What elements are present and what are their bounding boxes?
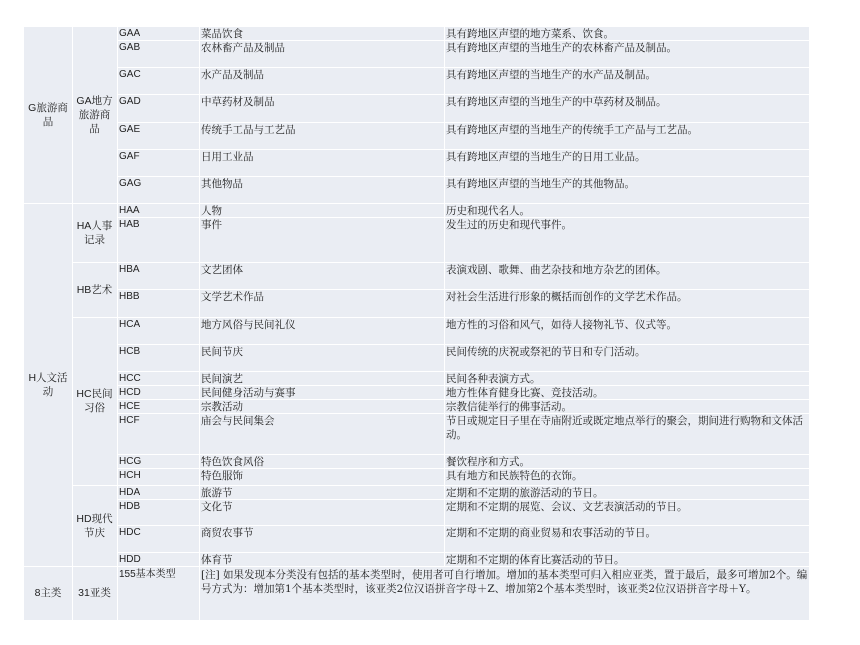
type-code: HCA bbox=[119, 319, 141, 330]
type-description: 定期和不定期的展览、会议、文艺表演活动的节日。 bbox=[446, 501, 688, 513]
main-type-cell: H人文活动 bbox=[28, 371, 68, 398]
type-code: HDB bbox=[119, 501, 141, 512]
classification-table bbox=[24, 27, 809, 620]
type-name: 人物 bbox=[201, 205, 222, 217]
type-name: 传统手工品与工艺品 bbox=[201, 124, 296, 136]
type-name: 水产品及制品 bbox=[201, 69, 264, 81]
type-name: 事件 bbox=[201, 219, 222, 231]
type-code: HCD bbox=[119, 387, 141, 398]
type-code: HCB bbox=[119, 346, 141, 357]
type-code: GAG bbox=[119, 178, 142, 189]
type-code: GAE bbox=[119, 124, 141, 135]
type-name: 文学艺术作品 bbox=[201, 291, 264, 303]
type-description: 民间传统的庆祝或祭祀的节日和专门活动。 bbox=[446, 346, 646, 358]
type-name: 农林畜产品及制品 bbox=[201, 42, 285, 54]
type-code: HAB bbox=[119, 219, 140, 230]
type-description: 地方性的习俗和风气，如待人接物礼节、仪式等。 bbox=[446, 319, 677, 331]
type-name: 中草药材及制品 bbox=[201, 96, 275, 108]
type-name: 菜品饮食 bbox=[201, 28, 243, 40]
type-description: 宗教信徒举行的佛事活动。 bbox=[446, 401, 572, 413]
type-code: HCG bbox=[119, 456, 142, 467]
type-name: 地方风俗与民间礼仪 bbox=[201, 319, 296, 331]
type-description: 具有跨地区声望的当地生产的水产品及制品。 bbox=[446, 69, 656, 81]
type-name: 其他物品 bbox=[201, 178, 243, 190]
type-name: 体育节 bbox=[201, 554, 233, 566]
type-description: 历史和现代名人。 bbox=[446, 205, 530, 217]
main-type-cell: 8主类 bbox=[34, 587, 62, 599]
type-description: 地方性体育健身比赛、竞技活动。 bbox=[446, 387, 604, 399]
sub-type-cell: HC民间习俗 bbox=[76, 388, 113, 414]
type-name: 旅游节 bbox=[201, 487, 233, 499]
type-name: 民间演艺 bbox=[201, 373, 243, 385]
type-code: HCH bbox=[119, 470, 141, 481]
type-name: 民间健身活动与赛事 bbox=[201, 387, 296, 399]
type-description: 具有跨地区声望的地方菜系、饮食。 bbox=[446, 28, 614, 40]
type-description: 具有跨地区声望的当地生产的农林畜产品及制品。 bbox=[446, 42, 677, 54]
type-description: 民间各种表演方式。 bbox=[446, 373, 541, 385]
type-code: HBA bbox=[119, 264, 140, 275]
type-code: GAA bbox=[119, 28, 141, 39]
type-name: 文艺团体 bbox=[201, 264, 243, 276]
type-description: 具有跨地区声望的当地生产的中草药材及制品。 bbox=[446, 96, 667, 108]
type-code: HDA bbox=[119, 487, 141, 498]
type-code: HBB bbox=[119, 291, 140, 302]
sub-type-cell: GA地方旅游商品 bbox=[76, 95, 113, 135]
type-description: 定期和不定期的旅游活动的节日。 bbox=[446, 487, 604, 499]
type-description: 表演戏剧、歌舞、曲艺杂技和地方杂艺的团体。 bbox=[446, 264, 667, 276]
type-code: HDD bbox=[119, 554, 141, 565]
type-description: 对社会生活进行形象的概括而创作的文学艺术作品。 bbox=[446, 291, 688, 303]
type-name: 庙会与民间集会 bbox=[201, 415, 275, 427]
type-description: 具有跨地区声望的当地生产的日用工业品。 bbox=[446, 151, 646, 163]
type-code: HAA bbox=[119, 205, 140, 216]
type-code: GAD bbox=[119, 96, 141, 107]
type-description: 定期和不定期的体育比赛活动的节日。 bbox=[446, 554, 625, 566]
sub-type-cell: HB艺术 bbox=[76, 283, 113, 296]
sub-type-cell: 31亚类 bbox=[78, 587, 111, 599]
type-code: GAC bbox=[119, 69, 141, 80]
type-code: HCE bbox=[119, 401, 141, 412]
sub-type-cell: HD现代节庆 bbox=[76, 512, 113, 539]
type-description: 具有跨地区声望的当地生产的其他物品。 bbox=[446, 178, 635, 190]
type-name: 民间节庆 bbox=[201, 346, 243, 358]
type-code: GAF bbox=[119, 151, 140, 162]
type-name: 商贸农事节 bbox=[201, 527, 254, 539]
type-code: GAB bbox=[119, 42, 141, 53]
type-name: 日用工业品 bbox=[201, 151, 254, 163]
type-code: HDC bbox=[119, 527, 141, 538]
type-description: 节日或规定日子里在寺庙附近或既定地点举行的聚会，期间进行购物和文体活动。 bbox=[446, 415, 803, 441]
main-type-cell: G旅游商品 bbox=[28, 102, 68, 128]
type-description: 定期和不定期的商业贸易和农事活动的节日。 bbox=[446, 527, 656, 539]
footnote: [注] 如果发现本分类没有包括的基本类型时，使用者可自行增加。增加的基本类型可归入相应亚类，置于最后，最多可增加2个。编号方式为：增加第1个基本类型时，该亚类2位汉语拼音字母＋Z、增加第2个基本类型时，该亚类2位汉语拼音字母＋Y。 bbox=[201, 569, 808, 595]
basic-type-count: 155基本类型 bbox=[119, 569, 176, 580]
type-description: 餐饮程序和方式。 bbox=[446, 456, 530, 468]
type-description: 具有跨地区声望的当地生产的传统手工产品与工艺品。 bbox=[446, 124, 698, 136]
type-code: HCC bbox=[119, 373, 141, 384]
type-description: 发生过的历史和现代事件。 bbox=[446, 219, 572, 231]
sub-type-cell: HA人事记录 bbox=[76, 219, 113, 246]
type-description: 具有地方和民族特色的衣饰。 bbox=[446, 470, 583, 482]
type-name: 文化节 bbox=[201, 501, 233, 513]
type-code: HCF bbox=[119, 415, 140, 426]
type-name: 特色饮食风俗 bbox=[201, 456, 264, 468]
type-name: 特色服饰 bbox=[201, 470, 243, 482]
type-name: 宗教活动 bbox=[201, 401, 243, 413]
